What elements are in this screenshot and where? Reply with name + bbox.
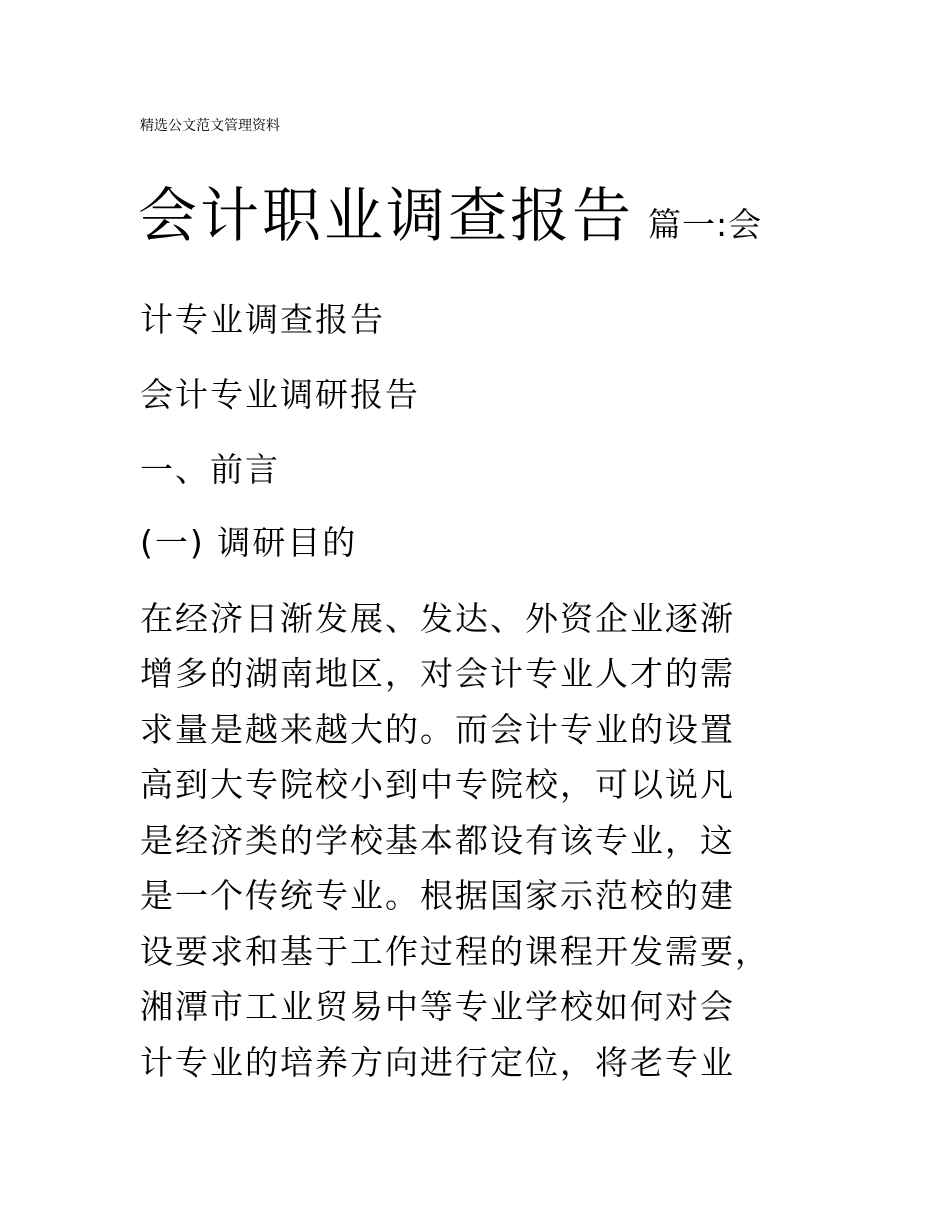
paragraph-line: 高到大专院校小到中专院校，可以说凡 xyxy=(140,765,735,804)
title-main: 会计职业调查报告 xyxy=(138,181,635,250)
document-title xyxy=(138,176,762,256)
chapter-heading: 一、前言 xyxy=(140,450,280,489)
paragraph-line: 湘潭市工业贸易中等专业学校如何对会 xyxy=(140,987,735,1026)
header-note: 精选公文范文管理资料 xyxy=(140,118,280,134)
section-heading: 会计专业调研报告 xyxy=(140,375,420,414)
paragraph-line: 求量是越来越大的。而会计专业的设置 xyxy=(140,710,735,749)
title-continuation: 计专业调查报告 xyxy=(140,300,385,339)
paragraph-line: 设要求和基于工作过程的课程开发需要， xyxy=(140,932,770,971)
paragraph-line: 增多的湖南地区，对会计专业人才的需 xyxy=(140,654,735,693)
title-sub: 篇一:会 xyxy=(648,205,763,244)
paragraph-line: 计专业的培养方向进行定位，将老专业 xyxy=(140,1043,735,1082)
paragraph-line: 是一个传统专业。根据国家示范校的建 xyxy=(140,876,735,915)
subsection-heading: (一) 调研目的 xyxy=(140,523,358,562)
paragraph-line: 在经济日渐发展、发达、外资企业逐渐 xyxy=(140,599,735,638)
paragraph-line: 是经济类的学校基本都设有该专业，这 xyxy=(140,821,735,860)
